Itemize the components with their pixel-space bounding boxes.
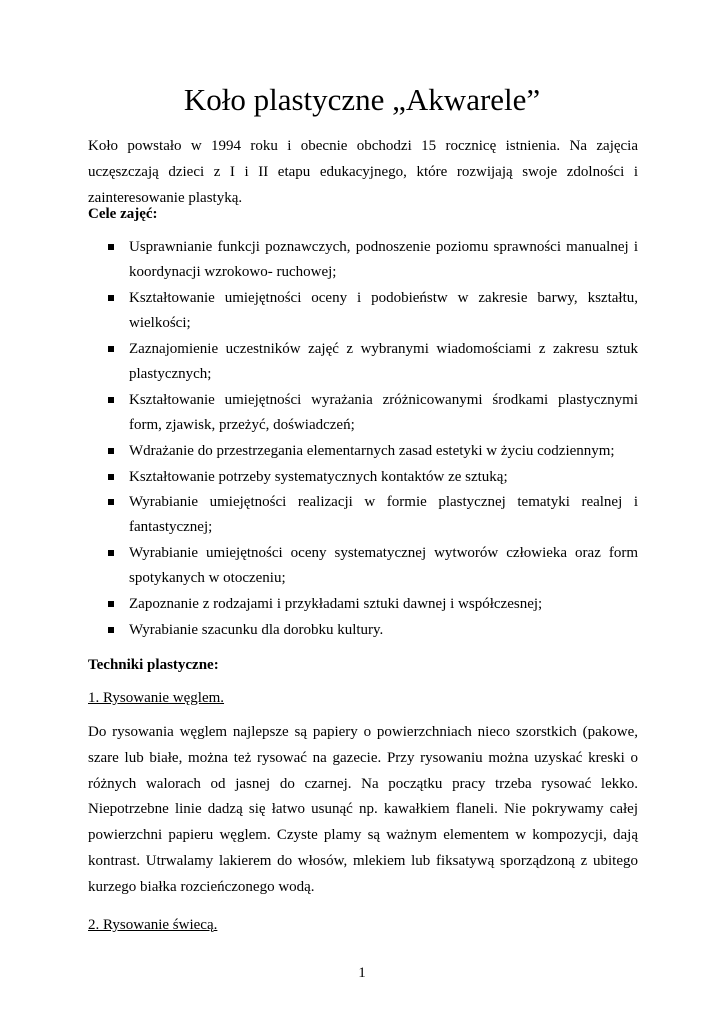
bullet-square-icon: [108, 474, 114, 480]
goals-list: [88, 235, 638, 643]
bullet-square-icon: [108, 627, 114, 633]
goal-item: [88, 490, 638, 540]
bullet-square-icon: [108, 244, 114, 250]
goal-text: Wyrabianie umiejętności realizacji w formie plastycznej tematyki realnej i fantastycznej;: [129, 494, 638, 535]
goal-text: Zapoznanie z rodzajami i przykładami sztuki dawnej i współczesnej;: [129, 596, 543, 612]
goal-item: [88, 388, 638, 438]
page-number: 1: [358, 965, 366, 981]
goal-item: [88, 592, 638, 617]
goal-item: [88, 618, 638, 643]
goal-item: [88, 439, 638, 464]
goal-text: Wyrabianie umiejętności oceny systematycznej wytworów człowieka oraz form spotykanych w otoczeniu;: [129, 545, 638, 586]
goal-text: Kształtowanie umiejętności wyrażania zróżnicowanymi środkami plastycznymi form, zjawisk, przeżyć, doświadczeń;: [129, 392, 638, 433]
bullet-square-icon: [108, 601, 114, 607]
technique-2-heading: 2. Rysowanie świecą.: [88, 917, 218, 933]
goal-text: Wdrażanie do przestrzegania elementarnych zasad estetyki w życiu codziennym;: [129, 443, 615, 459]
intro-paragraph: Koło powstało w 1994 roku i obecnie obchodzi 15 rocznicę istnienia. Na zajęcia uczęszczają dzieci z I i II etapu edukacyjnego, które rozwijają swoje zdolności i zainteresowanie plastyką.: [88, 138, 638, 206]
bullet-square-icon: [108, 499, 114, 505]
document-title: Koło plastyczne „Akwarele”: [183, 82, 541, 117]
bullet-square-icon: [108, 295, 114, 301]
goal-item: [88, 235, 638, 285]
goal-text: Zaznajomienie uczestników zajęć z wybranymi wiadomościami z zakresu sztuk plastycznych;: [129, 341, 638, 382]
technique-1-heading: 1. Rysowanie węglem.: [88, 690, 225, 706]
goal-text: Wyrabianie szacunku dla dorobku kultury.: [129, 621, 384, 638]
goal-text: Kształtowanie umiejętności oceny i podobieństw w zakresie barwy, kształtu, wielkości;: [129, 290, 638, 331]
bullet-square-icon: [108, 550, 114, 556]
bullet-square-icon: [108, 448, 114, 454]
goals-heading: Cele zajęć:: [88, 206, 158, 222]
bullet-square-icon: [108, 397, 114, 403]
goal-item: [88, 286, 638, 336]
technique-1-paragraph: Do rysowania węglem najlepsze są papiery o powierzchniach nieco szorstkich (pakowe, szare lub białe, można też rysować na gazecie. Przy rysowaniu można uzyskać kreski o różnych walorach od jasnej do czarnej. Na początku pracy trzeba rysować lekko. Niepotrzebne linie dadzą się łatwo usunąć np. kawałkiem flaneli. Nie pokrywamy całej powierzchni papieru węglem. Czyste plamy są ważnym elementem w kompozycji, dają kontrast. Utrwalamy lakierem do włosów, mlekiem lub fiksatywą sporządzoną z ubitego kurzego białka rozcieńczonego wodą.: [88, 724, 638, 895]
goal-item: [88, 465, 638, 490]
techniques-heading: Techniki plastyczne:: [88, 657, 219, 673]
goal-item: [88, 541, 638, 591]
goal-text: Usprawnianie funkcji poznawczych, podnoszenie poziomu sprawności manualnej i koordynacji wzrokowo- ruchowej;: [129, 239, 638, 280]
goal-item: [88, 337, 638, 387]
bullet-square-icon: [108, 346, 114, 352]
goal-text: Kształtowanie potrzeby systematycznych kontaktów ze sztuką;: [129, 468, 508, 485]
